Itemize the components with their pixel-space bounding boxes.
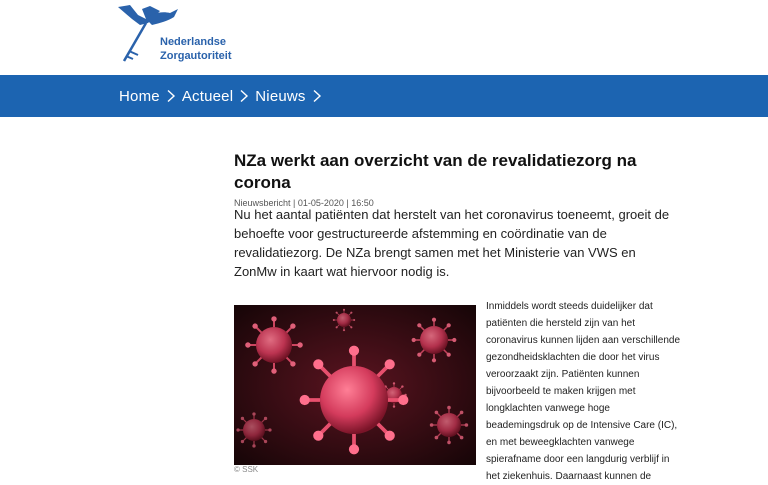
- article-meta: Nieuwsbericht | 01-05-2020 | 16:50: [234, 198, 374, 208]
- article-title: NZa werkt aan overzicht van de revalidatiezorg na corona: [234, 151, 637, 192]
- chevron-right-icon: [165, 89, 177, 103]
- site-header: [0, 0, 768, 75]
- chevron-right-icon: [311, 89, 323, 103]
- virus-illustration: [234, 305, 476, 465]
- coronavirus-image: [234, 305, 476, 465]
- breadcrumb-bar: [0, 75, 768, 117]
- breadcrumb-actueel[interactable]: Actueel: [181, 87, 234, 105]
- article-header: [234, 150, 674, 208]
- article-lead: Nu het aantal patiënten dat herstelt van het coronavirus toeneemt, groeit de behoefte voor gestructureerde afstemming en coördinatie van de revalidatiezorg. De NZa brengt samen met het Ministerie van VWS en ZonMw in kaart wat hiervoor nodig is.: [234, 207, 670, 279]
- logo-line-1: Nederlandse: [160, 36, 227, 48]
- breadcrumb-home[interactable]: Home: [119, 87, 160, 105]
- chevron-right-icon: [238, 89, 250, 103]
- breadcrumb-nieuws[interactable]: Nieuws: [255, 87, 306, 105]
- article-body: Inmiddels wordt steeds duidelijker dat patiënten die hersteld zijn van het coronavirus kunnen lijden aan verschillende gezondheidsklachten die door het virus veroorzaakt zijn. Patiënten kunnen bijvoorbeeld te maken krijgen met longklachten vanwege hoge beademingsdruk op de Intensive Care (IC), en met beweegklachten vanwege spierafname door een langdurig verblijf in het ziekenhuis. Daarnaast kunnen de: [486, 301, 681, 482]
- nza-logo-link[interactable]: [116, 3, 246, 69]
- image-caption: © SSK: [234, 465, 259, 474]
- breadcrumb: [119, 75, 328, 117]
- logo-wordmark: [160, 35, 232, 63]
- logo-line-2: Zorgautoriteit: [160, 50, 232, 62]
